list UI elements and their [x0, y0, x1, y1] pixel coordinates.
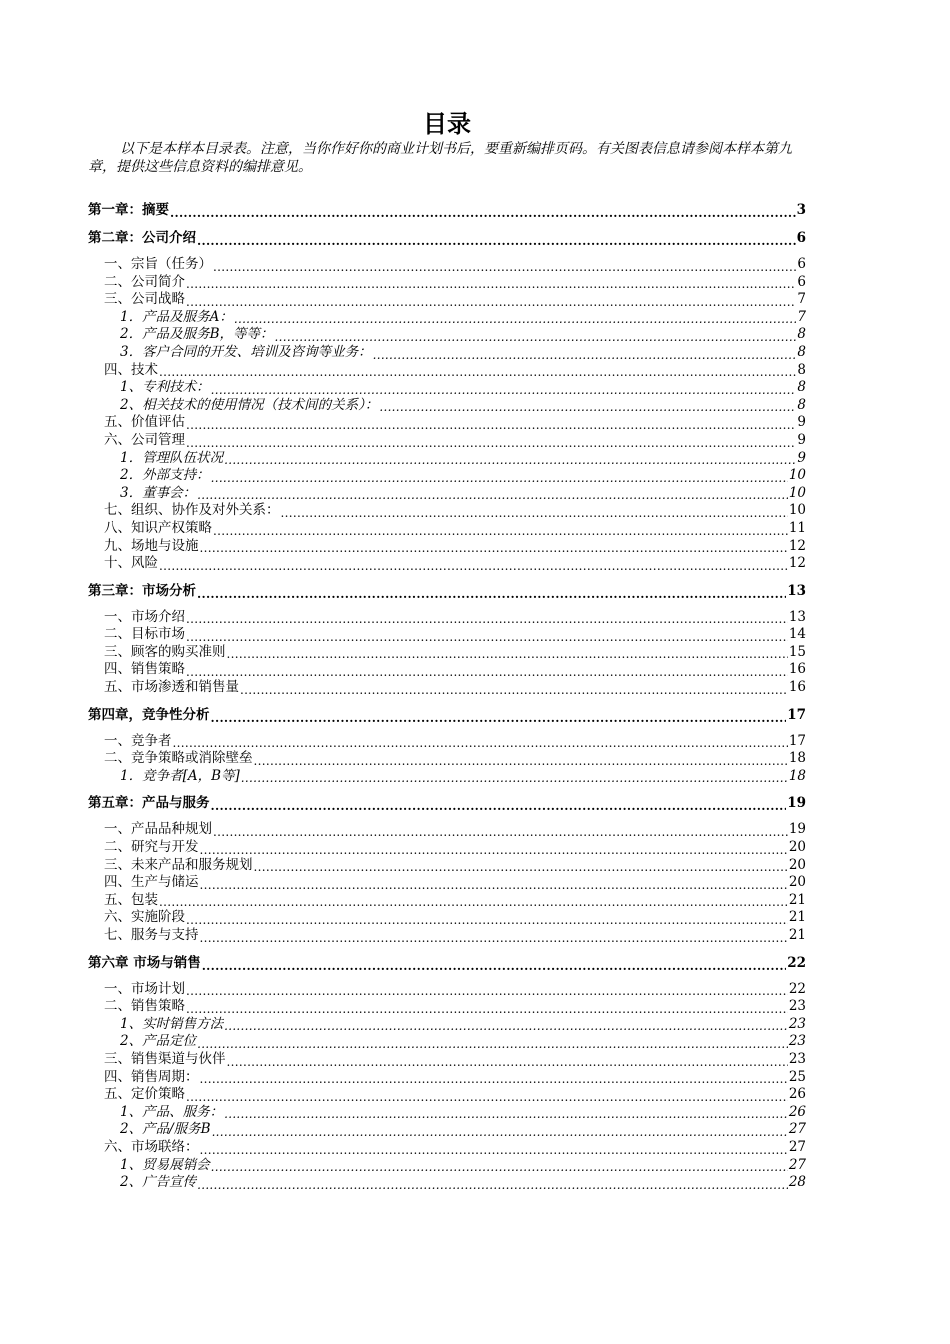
toc-section-entry[interactable] [88, 733, 806, 751]
toc-entry-page-number: 20 [788, 839, 806, 856]
toc-leader-dots [170, 200, 796, 220]
toc-entry-label: 十、风险 [104, 555, 158, 572]
toc-entry-label: 八、知识产权策略 [104, 519, 212, 536]
toc-section-entry[interactable] [88, 644, 806, 662]
toc-leader-dots [186, 998, 788, 1016]
toc-entry-page-number: 14 [788, 626, 806, 643]
toc-section-entry[interactable] [88, 750, 806, 768]
toc-section-entry[interactable] [88, 1033, 806, 1051]
toc-entry-label: 五、市场渗透和销售量 [104, 679, 239, 696]
toc-entry-page-number: 6 [797, 273, 806, 290]
toc-leader-dots [211, 379, 797, 397]
toc-entry-label: 三、未来产品和服务规划 [104, 856, 253, 873]
toc-chapter-entry[interactable] [88, 581, 806, 601]
toc-section-entry[interactable] [88, 981, 806, 999]
toc-entry-page-number: 6 [797, 256, 806, 272]
toc-entry-page-number: 8 [797, 396, 806, 413]
toc-entry-page-number: 27 [788, 1121, 806, 1138]
toc-leader-dots [241, 768, 788, 786]
toc-entry-page-number: 13 [788, 608, 806, 625]
toc-entry-label: 2．外部支持： [120, 467, 210, 484]
toc-section-entry[interactable] [88, 326, 806, 344]
toc-leader-dots [197, 1033, 788, 1051]
toc-section-entry[interactable] [88, 1016, 806, 1034]
toc-entry-page-number: 8 [797, 326, 806, 343]
toc-entry-label: 五、包装 [104, 891, 158, 908]
toc-entry-page-number: 20 [788, 874, 806, 891]
toc-entry-page-number: 12 [788, 555, 806, 572]
toc-entry-page-number: 7 [797, 308, 806, 325]
toc-entry-page-number: 23 [788, 1015, 806, 1032]
toc-leader-dots [186, 981, 788, 999]
toc-leader-dots [227, 644, 788, 662]
toc-leader-dots [211, 705, 787, 725]
toc-section-entry[interactable] [88, 661, 806, 679]
toc-entry-label: 1．管理队伍状况 [120, 449, 224, 466]
toc-entry-page-number: 13 [787, 582, 806, 599]
toc-entry-page-number: 7 [797, 291, 806, 308]
toc-leader-dots [211, 1157, 788, 1175]
toc-section-entry[interactable] [88, 485, 806, 503]
toc-entry-page-number: 15 [788, 643, 806, 660]
toc-section-entry[interactable] [88, 821, 806, 839]
toc-entry-label: 三、销售渠道与伙伴 [104, 1050, 226, 1067]
toc-entry-label: 五、定价策略 [104, 1086, 185, 1103]
toc-section-entry[interactable] [88, 414, 806, 432]
toc-section-entry[interactable] [88, 274, 806, 292]
toc-entry-label: 第六章 市场与销售 [88, 954, 201, 971]
toc-entry-label: 3．董事会： [120, 484, 197, 501]
toc-leader-dots [173, 733, 788, 751]
toc-entry-page-number: 18 [788, 767, 806, 784]
toc-section-entry[interactable] [88, 1069, 806, 1087]
toc-section-entry[interactable] [88, 467, 806, 485]
toc-leader-dots [159, 555, 788, 573]
toc-leader-dots [254, 857, 788, 875]
toc-leader-dots [186, 1086, 788, 1104]
toc-entry-page-number: 11 [788, 519, 806, 536]
toc-leader-dots [200, 1069, 788, 1087]
toc-section-entry[interactable] [88, 1051, 806, 1069]
toc-entry-label: 1、产品、服务： [120, 1103, 224, 1120]
toc-entry-page-number: 6 [796, 230, 806, 246]
toc-entry-label: 一、竞争者 [104, 732, 172, 749]
toc-chapter-entry[interactable] [88, 705, 806, 725]
toc-entry-label: 六、市场联络： [104, 1138, 199, 1155]
toc-leader-dots [281, 502, 788, 520]
toc-entry-page-number: 21 [788, 891, 806, 908]
toc-entry-page-number: 22 [787, 954, 806, 971]
toc-entry-label: 第四章，竞争性分析 [88, 706, 210, 723]
toc-entry-label: 一、产品品种规划 [104, 821, 212, 838]
toc-section-entry[interactable] [88, 538, 806, 556]
toc-entry-page-number: 9 [797, 431, 806, 448]
toc-leader-dots [379, 397, 796, 415]
toc-entry-label: 第五章：产品与服务 [88, 795, 210, 812]
toc-entry-page-number: 23 [788, 998, 806, 1015]
toc-section-entry[interactable] [88, 1174, 806, 1192]
toc-entry-label: 七、服务与支持 [104, 927, 199, 943]
toc-entry-label: 三、公司战略 [104, 291, 185, 308]
toc-leader-dots [275, 326, 797, 344]
toc-section-entry[interactable] [88, 555, 806, 573]
toc-section-entry[interactable] [88, 256, 806, 274]
toc-leader-dots [197, 228, 796, 248]
toc-section-entry[interactable] [88, 768, 806, 786]
toc-section-entry[interactable] [88, 291, 806, 309]
toc-entry-label: 第二章：公司介绍 [88, 230, 196, 246]
toc-entry-label: 第三章：市场分析 [88, 582, 196, 599]
toc-entry-page-number: 21 [788, 909, 806, 926]
toc-leader-dots [234, 309, 797, 327]
toc-section-entry[interactable] [88, 892, 806, 910]
toc-leader-dots [186, 291, 796, 309]
toc-leader-dots [200, 874, 788, 892]
toc-entry-label: 二、竞争策略或消除壁垒 [104, 750, 253, 767]
toc-section-entry[interactable] [88, 1157, 806, 1175]
toc-leader-dots [200, 839, 788, 857]
toc-entry-page-number: 16 [788, 661, 806, 678]
toc-entry-page-number: 16 [788, 679, 806, 696]
toc-chapter-entry[interactable] [88, 200, 806, 220]
toc-entry-page-number: 28 [788, 1174, 806, 1191]
toc-entry-page-number: 26 [788, 1086, 806, 1103]
toc-section-entry[interactable] [88, 450, 806, 468]
toc-leader-dots [213, 821, 788, 839]
toc-entry-label: 1．产品及服务A： [120, 308, 233, 325]
toc-entry-label: 五、价值评估 [104, 414, 185, 431]
toc-entry-page-number: 17 [788, 732, 806, 749]
toc-section-entry[interactable] [88, 397, 806, 415]
toc-entry-label: 1、实时销售方法 [120, 1015, 224, 1032]
toc-section-entry[interactable] [88, 927, 806, 945]
toc-section-entry[interactable] [88, 857, 806, 875]
toc-entry-label: 3．客户合同的开发、培训及咨询等业务： [120, 343, 372, 360]
toc-entry-label: 四、生产与储运 [104, 874, 199, 891]
toc-leader-dots [200, 927, 788, 945]
toc-entry-label: 1、贸易展销会 [120, 1156, 210, 1173]
toc-entry-label: 四、销售策略 [104, 661, 185, 678]
toc-entry-page-number: 9 [797, 449, 806, 466]
toc-entry-page-number: 18 [788, 750, 806, 767]
toc-leader-dots [186, 661, 788, 679]
toc-section-entry[interactable] [88, 520, 806, 538]
toc-section-entry[interactable] [88, 379, 806, 397]
toc-section-entry[interactable] [88, 626, 806, 644]
toc-entry-page-number: 22 [788, 980, 806, 997]
toc-leader-dots [240, 679, 788, 697]
toc-leader-dots [186, 909, 788, 927]
toc-entry-page-number: 12 [788, 537, 806, 554]
toc-leader-dots [186, 609, 788, 627]
toc-section-entry[interactable] [88, 309, 806, 327]
toc-leader-dots [186, 414, 796, 432]
toc-entry-page-number: 20 [788, 856, 806, 873]
toc-entry-label: 四、技术 [104, 361, 158, 378]
toc-entry-page-number: 21 [788, 927, 806, 943]
toc-section-entry[interactable] [88, 344, 806, 362]
toc-section-entry[interactable] [88, 432, 806, 450]
toc-leader-dots [227, 1051, 788, 1069]
toc-section-entry[interactable] [88, 1121, 806, 1139]
toc-leader-dots [224, 1104, 788, 1122]
toc-entry-page-number: 27 [788, 1138, 806, 1155]
toc-leader-dots [224, 1016, 788, 1034]
toc-entry-label: 2、相关技术的使用情况（技术间的关系）： [120, 396, 379, 413]
toc-section-entry[interactable] [88, 1104, 806, 1122]
toc-section-entry[interactable] [88, 1139, 806, 1157]
toc-leader-dots [254, 750, 788, 768]
toc-leader-dots [197, 1174, 788, 1192]
toc-leader-dots [213, 520, 788, 538]
table-of-contents [88, 200, 806, 1192]
toc-entry-page-number: 25 [788, 1068, 806, 1085]
toc-entry-label: 六、实施阶段 [104, 909, 185, 926]
toc-leader-dots [186, 626, 788, 644]
toc-entry-page-number: 17 [787, 706, 806, 723]
toc-section-entry[interactable] [88, 679, 806, 697]
toc-leader-dots [212, 1121, 788, 1139]
toc-entry-page-number: 26 [788, 1103, 806, 1120]
toc-entry-page-number: 8 [797, 343, 806, 360]
toc-entry-label: 九、场地与设施 [104, 537, 199, 554]
toc-leader-dots [200, 1139, 788, 1157]
toc-entry-label: 二、销售策略 [104, 998, 185, 1015]
toc-entry-label: 2、产品定位 [120, 1033, 197, 1050]
toc-entry-page-number: 10 [788, 502, 806, 519]
toc-entry-page-number: 10 [788, 484, 806, 501]
toc-entry-label: 七、组织、协作及对外关系： [104, 502, 280, 519]
toc-leader-dots [224, 450, 796, 468]
toc-section-entry[interactable] [88, 1086, 806, 1104]
toc-section-entry[interactable] [88, 362, 806, 380]
toc-chapter-entry[interactable] [88, 793, 806, 813]
toc-entry-label: 第一章：摘要 [88, 202, 169, 218]
toc-leader-dots [211, 793, 787, 813]
toc-leader-dots [211, 467, 788, 485]
toc-entry-page-number: 23 [788, 1033, 806, 1050]
toc-entry-page-number: 27 [788, 1156, 806, 1173]
toc-leader-dots [373, 344, 797, 362]
toc-entry-page-number: 9 [797, 414, 806, 431]
toc-section-entry[interactable] [88, 874, 806, 892]
toc-entry-label: 2、广告宣传 [120, 1174, 197, 1191]
toc-section-entry[interactable] [88, 909, 806, 927]
toc-entry-label: 三、顾客的购买准则 [104, 643, 226, 660]
toc-chapter-entry[interactable] [88, 953, 806, 973]
toc-section-entry[interactable] [88, 998, 806, 1016]
toc-entry-label: 2、产品/服务B [120, 1121, 211, 1138]
toc-entry-page-number: 3 [796, 202, 806, 218]
toc-entry-label: 二、目标市场 [104, 626, 185, 643]
toc-entry-label: 一、市场介绍 [104, 608, 185, 625]
toc-entry-label: 四、销售周期： [104, 1068, 199, 1085]
toc-entry-page-number: 10 [788, 467, 806, 484]
toc-leader-dots [202, 953, 787, 973]
toc-leader-dots [186, 274, 796, 292]
toc-chapter-entry[interactable] [88, 228, 806, 248]
toc-entry-page-number: 8 [797, 361, 806, 378]
toc-leader-dots [159, 362, 796, 380]
toc-entry-page-number: 8 [797, 379, 806, 396]
toc-section-entry[interactable] [88, 502, 806, 520]
toc-leader-dots [197, 485, 788, 503]
toc-entry-label: 一、宗旨（任务） [104, 256, 212, 272]
toc-entry-label: 2．产品及服务B，等等： [120, 326, 274, 343]
toc-entry-label: 六、公司管理 [104, 431, 185, 448]
document-page [88, 108, 806, 1192]
toc-leader-dots [159, 892, 788, 910]
toc-section-entry[interactable] [88, 609, 806, 627]
page-title: 目录 [423, 110, 471, 138]
toc-section-entry[interactable] [88, 839, 806, 857]
intro-paragraph: 以下是本样本目录表。注意，当你作好你的商业计划书后，要重新编排页码。有关图表信息请参阅本样本第九章，提供这些信息资料的编排意见。 [88, 141, 792, 175]
toc-leader-dots [200, 538, 788, 556]
toc-entry-label: 1、专利技术： [120, 379, 210, 396]
toc-entry-label: 二、公司简介 [104, 273, 185, 290]
toc-entry-page-number: 19 [787, 795, 806, 812]
toc-entry-page-number: 23 [788, 1050, 806, 1067]
toc-entry-label: 一、市场计划 [104, 980, 185, 997]
toc-leader-dots [213, 256, 796, 274]
toc-leader-dots [197, 581, 786, 601]
toc-leader-dots [186, 432, 796, 450]
toc-entry-label: 二、研究与开发 [104, 839, 199, 856]
toc-entry-label: 1．竞争者[A，B等] [120, 767, 240, 784]
toc-entry-page-number: 19 [788, 821, 806, 838]
